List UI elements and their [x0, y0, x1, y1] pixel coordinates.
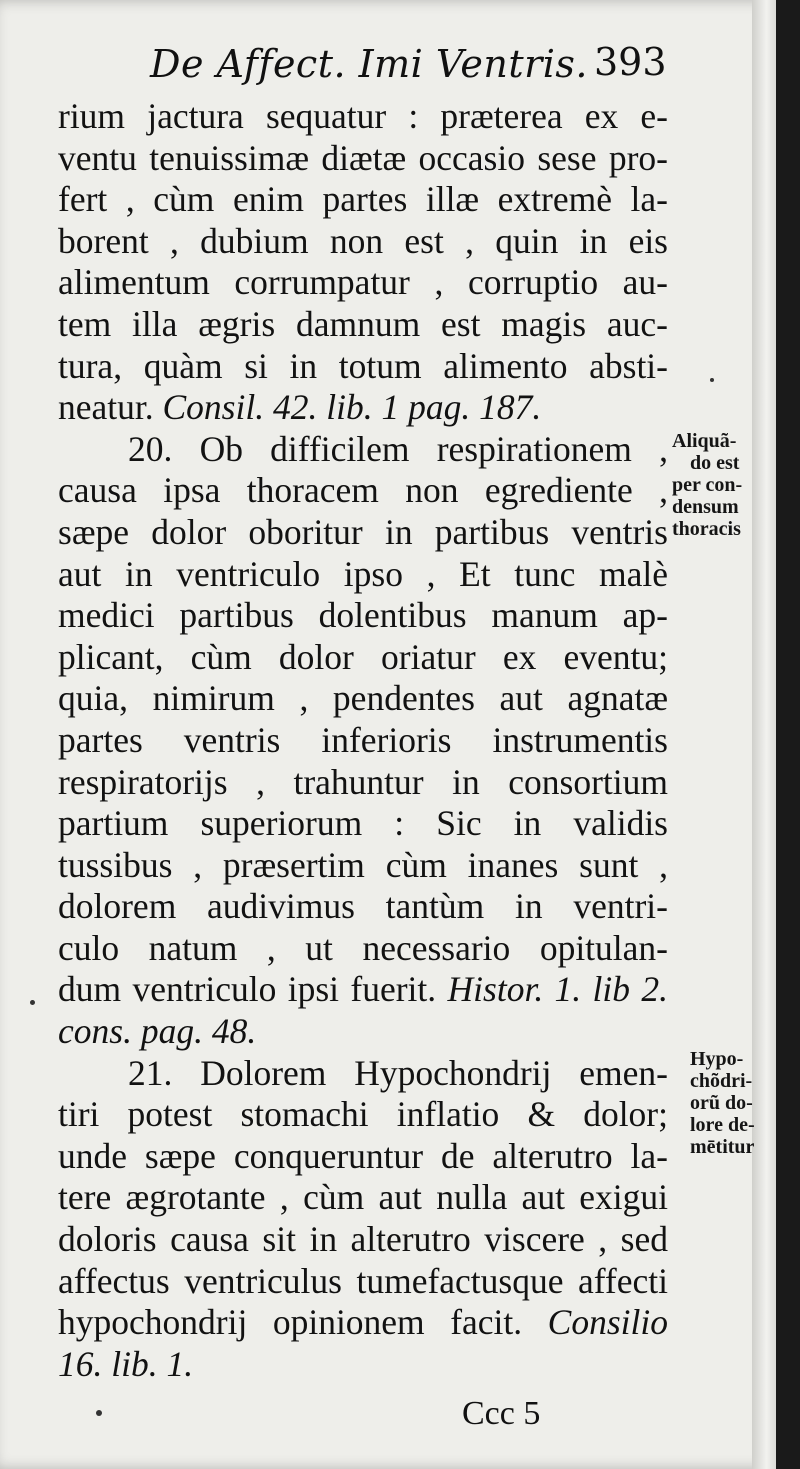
text-line: dolorem audivimus tantùm in ventri- [58, 886, 668, 927]
text-fragment: neatur. [58, 387, 154, 428]
text-line: ventu tenuissimæ diætæ occasio sese pro- [58, 137, 668, 178]
citation: Consil. 42. lib. 1 pag. 187. [162, 387, 542, 428]
note-line: thoracis [672, 518, 741, 540]
text-line: tiri potest stomachi inflatio & dolor; [58, 1094, 668, 1135]
note-line: orũ do- [690, 1092, 753, 1114]
note-line: chõdri- [690, 1070, 753, 1092]
text-line: partes ventris inferioris instrumentis [58, 719, 668, 760]
text-fragment: hypochondrij opinionem facit. [58, 1302, 523, 1343]
citation: Consilio [547, 1302, 669, 1343]
page-edge [752, 0, 776, 1469]
note-line: lore de- [690, 1114, 755, 1136]
signature-mark: Ccc 5 [462, 1395, 541, 1432]
text-line: borent , dubium non est , quin in eis [58, 220, 668, 261]
body-text [58, 96, 668, 1385]
text-line: tem illa ægris damnum est magis auc- [58, 303, 668, 344]
text-line: partium superiorum : Sic in validis [58, 803, 668, 844]
note-line: per con- [672, 474, 743, 496]
note-line: densum [672, 496, 739, 518]
text-line: plicant, cùm dolor oriatur ex eventu; [58, 636, 668, 677]
text-line: quia, nimirum , pendentes aut agnatæ [58, 678, 668, 719]
text-line: respiratorijs , trahuntur in consortium [58, 761, 668, 802]
text-line: alimentum corrumpatur , corruptio au- [58, 262, 668, 303]
text-line: tere ægrotante , cùm aut nulla aut exigui [58, 1177, 668, 1218]
text-line: tussibus , præsertim cùm inanes sunt , [58, 844, 668, 885]
text-line: rium jactura sequatur : præterea ex e- [58, 96, 668, 136]
citation: 16. lib. 1. [58, 1343, 194, 1384]
margin-note-hypochondria [690, 1048, 755, 1158]
ink-speck [96, 1410, 102, 1416]
note-line: Hypo- [690, 1048, 744, 1070]
margin-note-condensed-thorax [672, 430, 742, 540]
citation: Histor. 1. lib 2. [447, 969, 668, 1010]
text-line: affectus ventriculus tumefactusque affecti [58, 1260, 668, 1301]
note-line: Aliquã- [672, 430, 737, 452]
citation: cons. pag. 48. [58, 1011, 257, 1052]
ink-speck [30, 1000, 35, 1005]
paragraph-start: 20. Ob difficilem respirationem , [128, 428, 668, 469]
text-line: doloris causa sit in alterutro viscere , sed [58, 1219, 668, 1260]
page-number: 393 [594, 40, 667, 84]
text-line [58, 1302, 668, 1344]
note-line: mētitur [690, 1136, 755, 1158]
paragraph-start: 21. Dolorem Hypochondrij emen- [128, 1052, 668, 1093]
text-line [58, 969, 668, 1011]
text-line: unde sæpe conqueruntur de alterutro la- [58, 1135, 668, 1176]
text-line: medici partibus dolentibus manum ap- [58, 595, 668, 636]
text-line: sæpe dolor oboritur in partibus ventris [58, 511, 668, 552]
note-line: do est [690, 452, 740, 474]
text-line: fert , cùm enim partes illæ extremè la- [58, 179, 668, 220]
text-line: causa ipsa thoracem non egrediente , [58, 470, 668, 511]
text-line [58, 387, 668, 429]
running-head: De Affect. Imi Ventris. [150, 42, 588, 86]
text-fragment: dum ventriculo ipsi fuerit. [58, 969, 437, 1010]
text-line: aut in ventriculo ipso , Et tunc malè [58, 553, 668, 594]
ink-speck [710, 378, 714, 382]
text-line: culo natum , ut necessario opitulan- [58, 927, 668, 968]
text-line: tura, quàm si in totum alimento absti- [58, 345, 668, 386]
